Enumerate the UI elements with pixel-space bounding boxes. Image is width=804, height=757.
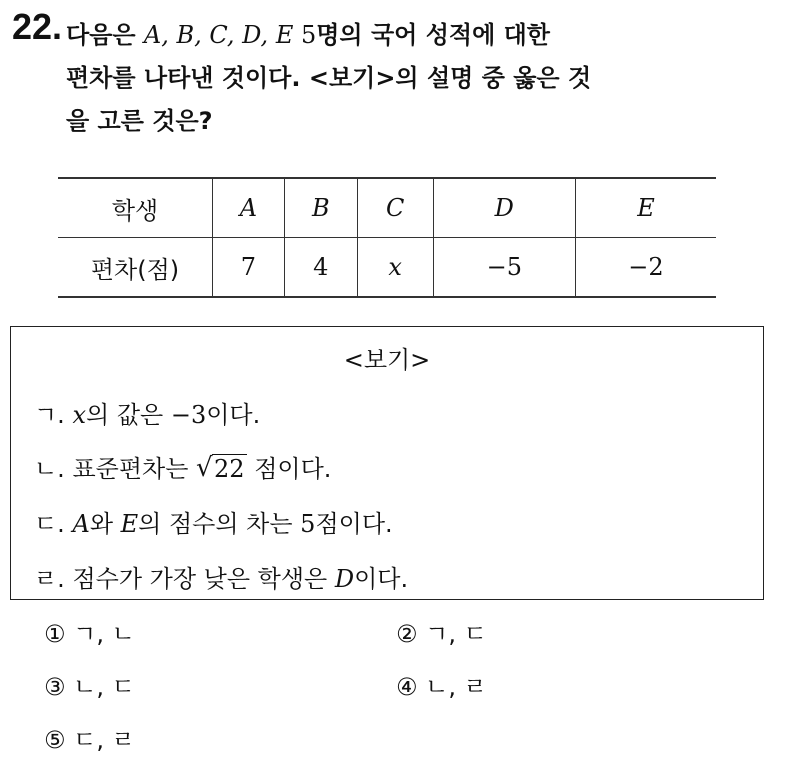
bogi-title: <보기>: [343, 346, 431, 374]
item4-marker: ㄹ.: [34, 565, 65, 593]
sqrt-expression: [196, 455, 247, 483]
item3-var-a: A: [72, 510, 90, 538]
question-line-3: 을 고른 것은?: [66, 107, 213, 135]
item4-text1: 점수가 가장 낮은 학생은: [72, 565, 335, 593]
cell-b-value: 4: [284, 238, 357, 298]
item1-text1: 의 값은: [86, 401, 171, 429]
header-cell-student: 학생: [58, 178, 213, 238]
bogi-item-4: [34, 559, 408, 594]
choice-5-text: ㄷ, ㄹ: [73, 726, 135, 754]
table-row: [58, 238, 716, 298]
choice-1[interactable]: [44, 614, 135, 649]
item2-text2: 점이다.: [246, 455, 332, 483]
question-line1-post: 명의 국어 성적에 대한: [316, 21, 550, 49]
choice-5[interactable]: [44, 720, 135, 755]
question-line-2: 편차를 나타낸 것이다. <보기>의 설명 중 옳은 것: [66, 64, 592, 92]
row-label-deviation: 편차(점): [58, 238, 213, 298]
choice-2-number: ②: [396, 620, 418, 648]
question-variables: A, B, C, D, E: [143, 21, 294, 49]
header-cell-c: C: [357, 178, 433, 238]
item1-marker: ㄱ.: [34, 401, 65, 429]
choice-3-text: ㄴ, ㄷ: [73, 673, 135, 701]
table-header-row: [58, 178, 716, 238]
header-cell-b: B: [284, 178, 357, 238]
choice-4[interactable]: [396, 667, 487, 702]
item2-text1: 표준편차는: [72, 455, 197, 483]
choice-1-number: ①: [44, 620, 66, 648]
cell-e-value: −2: [576, 238, 717, 298]
radicand: 22: [214, 455, 245, 483]
header-cell-a: A: [213, 178, 285, 238]
choice-1-text: ㄱ, ㄴ: [73, 620, 135, 648]
header-cell-e: E: [576, 178, 717, 238]
item4-text2: 이다.: [354, 565, 409, 593]
bogi-item-1: [34, 395, 260, 430]
choice-4-number: ④: [396, 673, 418, 701]
item2-marker: ㄴ.: [34, 455, 65, 483]
choice-4-text: ㄴ, ㄹ: [425, 673, 487, 701]
item1-text2: 이다.: [206, 401, 261, 429]
question-line1-pre: 다음은: [66, 21, 144, 49]
cell-a-value: 7: [213, 238, 285, 298]
bogi-box: [10, 326, 764, 600]
question-number: 22.: [12, 6, 63, 47]
item1-var: x: [72, 401, 87, 429]
choice-5-number: ⑤: [44, 726, 66, 754]
item3-text1: 와: [89, 510, 121, 538]
bogi-item-2: [34, 449, 331, 484]
choice-3-number: ③: [44, 673, 66, 701]
item3-text2: 의 점수의 차는: [138, 510, 301, 538]
question-text: [66, 14, 786, 143]
choice-2-text: ㄱ, ㄷ: [425, 620, 487, 648]
choice-2[interactable]: [396, 614, 487, 649]
cell-c-value: x: [357, 238, 433, 298]
item3-var-e: E: [120, 510, 139, 538]
radical-sign: √: [196, 453, 213, 483]
item3-text3: 점이다.: [315, 510, 393, 538]
cell-d-value: −5: [433, 238, 575, 298]
question-line-1: [66, 14, 786, 57]
item3-marker: ㄷ.: [34, 510, 65, 538]
item4-var-d: D: [334, 565, 355, 593]
item3-value: 5: [300, 510, 316, 538]
question-count: 5: [293, 21, 317, 49]
item1-value: −3: [170, 401, 207, 429]
deviation-table: [58, 177, 716, 298]
header-cell-d: D: [433, 178, 575, 238]
bogi-item-3: [34, 504, 393, 539]
choice-3[interactable]: [44, 667, 135, 702]
